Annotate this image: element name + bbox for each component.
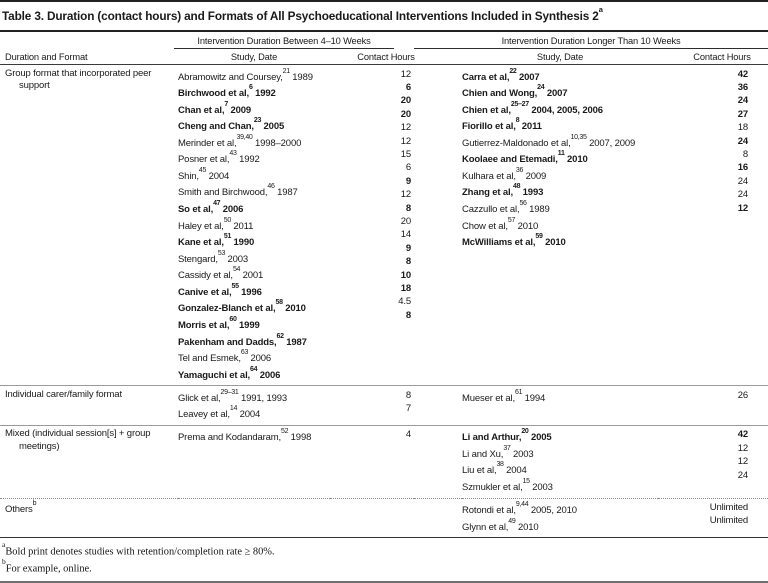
study-date-cell: [462, 386, 658, 426]
contact-hours-value: 8: [405, 202, 412, 214]
study-entry: Chan et al,$^7$ 2009: [178, 100, 252, 116]
footnote-a: [2, 542, 766, 559]
reference-superscript: 46: [267, 183, 275, 191]
group-header-cell-4-10-weeks: [178, 32, 414, 49]
contact-hours-value: 12: [400, 122, 412, 134]
study-date-cell: [462, 498, 658, 537]
study-entry: Liu et al,$^{38}$ 2004: [462, 461, 527, 477]
table-title-band: [0, 0, 768, 32]
reference-superscript: 64: [250, 365, 258, 373]
contact-hours-value: 16: [737, 162, 749, 174]
contact-hours-value: 12: [737, 442, 749, 454]
study-entry: Li and Arthur,$^{20}$ 2005: [462, 428, 552, 444]
study-entry: Stengard,$^{53}$ 2003: [178, 249, 249, 265]
format-label: Others$^b$: [0, 498, 178, 537]
study-entry: Chow et al,$^{57}$ 2010: [462, 216, 539, 232]
study-entry: Tel and Esmek,$^{63}$ 2006: [178, 349, 272, 365]
contact-hours-value: 4: [405, 429, 412, 441]
reference-superscript: 60: [229, 315, 237, 323]
contact-hours-value: 14: [400, 229, 412, 241]
footnotes: [0, 537, 768, 583]
contact-hours-value: 9: [405, 242, 412, 254]
contact-hours-value: 8: [742, 148, 749, 160]
reference-superscript: 20: [521, 428, 529, 436]
study-entry: Chien et al,$^{25-27}$ 2004, 2005, 2006: [462, 100, 603, 116]
reference-superscript: 36: [515, 166, 524, 174]
contact-hours-cell: [658, 425, 768, 498]
column-gap-header: [414, 49, 462, 65]
contact-hours-value: 20: [400, 108, 412, 120]
study-date-cell: [178, 386, 330, 426]
study-entry: Cheng and Chan,$^{23}$ 2005: [178, 117, 285, 133]
group-header-4-10-weeks: Intervention Duration Between 4–10 Weeks: [174, 36, 394, 49]
reference-superscript: 45: [198, 166, 207, 174]
contact-hours-value: 20: [400, 95, 412, 107]
format-label: Group format that incorporated peer support: [5, 67, 152, 92]
table-title-footnote-marker: a: [598, 5, 603, 15]
column-header-study-date-mid: Study, Date: [178, 49, 330, 65]
format-label: Mixed (individual session[s] + group meetings): [0, 425, 178, 498]
reference-superscript: 47: [213, 200, 221, 207]
study-entry: Haley et al,$^{50}$ 2011: [178, 216, 254, 232]
study-entry: Gutierrez-Maldonado et al,$^{10,35}$ 2007, 2009: [462, 133, 636, 149]
reference-superscript: 29–31: [220, 388, 239, 396]
interventions-table: [0, 32, 768, 537]
study-entry: Glick et al,$^{29-31}$ 1991, 1993: [178, 388, 288, 404]
reference-superscript: 53: [217, 249, 226, 257]
format-label: Individual carer/family format: [0, 386, 178, 426]
reference-superscript: 21: [282, 67, 290, 75]
study-entry: Kane et al,$^{51}$ 1990: [178, 233, 255, 249]
contact-hours-value: 10: [400, 269, 412, 281]
reference-superscript: 63: [240, 349, 249, 357]
study-entry: Gonzalez-Blanch et al,$^{58}$ 2010: [178, 299, 306, 315]
footnote-b-marker: b: [2, 557, 6, 567]
contact-hours-value: 24: [737, 175, 749, 187]
reference-superscript: 7: [224, 100, 228, 108]
reference-superscript: 23: [253, 117, 262, 125]
column-header-duration-format: Duration and Format: [0, 49, 178, 65]
reference-superscript: 48: [513, 183, 521, 191]
study-entry: Zhang et al,$^{48}$ 1993: [462, 183, 544, 199]
study-entry: Smith and Birchwood,$^{46}$ 1987: [178, 183, 298, 199]
contact-hours-cell: [658, 65, 768, 386]
reference-superscript: 50: [223, 216, 231, 224]
column-header-study-date-right: Study, Date: [462, 49, 658, 65]
study-date-cell: [178, 65, 330, 386]
reference-superscript: 37: [503, 444, 511, 452]
reference-superscript: 57: [507, 216, 516, 224]
column-gap: [414, 425, 462, 498]
group-header-cell-longer-10-weeks: [414, 32, 768, 49]
table-title-text: Table 3. Duration (contact hours) and Formats of All Psychoeducational Interventions Included in Synthesis 2: [2, 9, 599, 23]
contact-hours-value: 24: [737, 469, 749, 481]
reference-superscript: 11: [557, 150, 565, 158]
contact-hours-cell: [658, 386, 768, 426]
study-entry: Yamaguchi et al,$^{64}$ 2006: [178, 365, 281, 381]
reference-superscript: 25–27: [510, 100, 529, 108]
column-header-contact-hours-mid-text: Contact Hours: [357, 52, 415, 62]
contact-hours-value: 12: [400, 189, 412, 201]
contact-hours-value: 8: [405, 389, 412, 401]
spanner-empty-cell: [0, 32, 178, 49]
study-entry: McWilliams et al,$^{59}$ 2010: [462, 233, 566, 249]
contact-hours-value: 36: [737, 81, 749, 93]
contact-hours-value: 6: [405, 162, 412, 174]
study-entry: Cassidy et al,$^{54}$ 2001: [178, 266, 264, 282]
footnote-a-marker: a: [2, 540, 6, 550]
contact-hours-value: 7: [405, 403, 412, 415]
section-row: [0, 65, 768, 386]
reference-superscript: 52: [281, 428, 289, 436]
reference-superscript: 39,40: [236, 133, 253, 141]
reference-superscript: 14: [229, 405, 238, 413]
contact-hours-value: 12: [737, 456, 749, 468]
reference-superscript: 51: [223, 233, 232, 241]
column-gap: [414, 498, 462, 537]
study-entry: Pakenham and Dadds,$^{62}$ 1987: [178, 332, 307, 348]
contact-hours-value: 18: [737, 122, 749, 134]
reference-superscript: 58: [275, 299, 283, 307]
column-header-row: [0, 49, 768, 65]
study-entry: Glynn et al,$^{49}$ 2010: [462, 517, 539, 533]
contact-hours-cell: [330, 498, 414, 537]
study-entry: Szmukler et al,$^{15}$ 2003: [462, 478, 553, 494]
section-row: [0, 498, 768, 537]
contact-hours-value: 24: [737, 135, 749, 147]
study-date-cell: [178, 498, 330, 537]
study-date-cell: [178, 425, 330, 498]
column-gap: [414, 65, 462, 386]
contact-hours-value: 15: [400, 148, 412, 160]
study-entry: Chien and Wong,$^{24}$ 2007: [462, 84, 568, 100]
column-header-contact-hours-right-text: Contact Hours: [693, 52, 751, 62]
study-entry: Birchwood et al,$^6$ 1992: [178, 84, 276, 100]
study-date-cell: [462, 425, 658, 498]
reference-superscript: 24: [537, 84, 545, 92]
study-entry: Prema and Kodandaram,$^{52}$ 1998: [178, 428, 312, 444]
contact-hours-value: 12: [737, 202, 749, 214]
contact-hours-value: 42: [737, 429, 749, 441]
contact-hours-cell: [330, 386, 414, 426]
contact-hours-value: 12: [400, 68, 412, 80]
reference-superscript: b: [32, 500, 37, 508]
column-header-contact-hours-mid: [330, 49, 414, 65]
reference-superscript: 54: [232, 266, 241, 274]
reference-superscript: 38: [496, 461, 504, 469]
reference-superscript: 61: [514, 388, 523, 396]
contact-hours-value: 12: [400, 135, 412, 147]
study-entry: Kulhara et al,$^{36}$ 2009: [462, 166, 547, 183]
reference-superscript: 62: [276, 332, 284, 340]
section-row: [0, 386, 768, 426]
column-gap: [414, 386, 462, 426]
contact-hours-cell: [658, 498, 768, 537]
contact-hours-value: 6: [405, 81, 412, 93]
contact-hours-value: Unlimited: [709, 515, 749, 527]
spanner-header-row: [0, 32, 768, 49]
study-entry: Mueser et al,$^{61}$ 1994: [462, 388, 546, 404]
contact-hours-value: 18: [400, 283, 412, 294]
footnote-b-text: For example, online.: [5, 563, 92, 575]
study-entry: Fiorillo et al,$^8$ 2011: [462, 117, 542, 133]
table-body: [0, 65, 768, 538]
study-entry: Li and Xu,$^{37}$ 2003: [462, 444, 534, 461]
contact-hours-value: 26: [737, 389, 749, 401]
reference-superscript: 59: [535, 233, 543, 241]
contact-hours-cell: [330, 65, 414, 386]
contact-hours-value: Unlimited: [709, 502, 749, 514]
study-entry: Merinder et al,$^{39,40}$ 1998–2000: [178, 133, 302, 149]
reference-superscript: 56: [519, 200, 527, 207]
reference-superscript: 10,35: [570, 133, 587, 141]
contact-hours-value: 20: [400, 215, 412, 227]
study-entry: Leavey et al,$^{14}$ 2004: [178, 405, 261, 421]
reference-superscript: 15: [522, 478, 530, 485]
contact-hours-value: 4.5: [398, 296, 412, 308]
study-entry: Canive et al,$^{55}$ 1996: [178, 282, 262, 298]
study-entry: Cazzullo et al,$^{56}$ 1989: [462, 200, 550, 216]
reference-superscript: 6: [248, 84, 253, 92]
column-header-contact-hours-right: [658, 49, 768, 65]
study-entry: Posner et al,$^{43}$ 1992: [178, 150, 260, 166]
study-entry: Shin,$^{45}$ 2004: [178, 166, 230, 183]
contact-hours-value: 24: [737, 95, 749, 107]
study-date-cell: [462, 65, 658, 386]
study-entry: Carra et al,$^{22}$ 2007: [462, 67, 540, 83]
contact-hours-value: 8: [405, 256, 412, 268]
reference-superscript: 49: [508, 517, 516, 525]
table-title: [2, 5, 603, 23]
contact-hours-value: 8: [405, 309, 412, 321]
contact-hours-cell: [330, 425, 414, 498]
reference-superscript: 8: [515, 117, 520, 125]
contact-hours-value: 24: [737, 189, 749, 201]
footnote-b: [2, 559, 766, 576]
study-entry: Morris et al,$^{60}$ 1999: [178, 315, 260, 332]
reference-superscript: 22: [509, 67, 517, 75]
reference-superscript: 43: [229, 150, 237, 158]
contact-hours-value: 27: [737, 108, 749, 120]
reference-superscript: 55: [231, 282, 239, 290]
study-entry: Rotondi et al,$^{9,44}$ 2005, 2010: [462, 501, 577, 517]
contact-hours-value: 42: [737, 68, 749, 80]
section-row: [0, 425, 768, 498]
study-entry: Abramowitz and Coursey,$^{21}$ 1989: [178, 67, 313, 83]
group-header-longer-10-weeks: Intervention Duration Longer Than 10 Weeks: [414, 36, 768, 49]
contact-hours-value: 9: [405, 175, 412, 187]
study-entry: Koolaee and Etemadi,$^{11}$ 2010: [462, 150, 588, 166]
study-entry: So et al,$^{47}$ 2006: [178, 200, 244, 216]
footnote-a-text: Bold print denotes studies with retention/completion rate ≥ 80%.: [5, 546, 275, 558]
reference-superscript: 9,44: [515, 501, 529, 509]
